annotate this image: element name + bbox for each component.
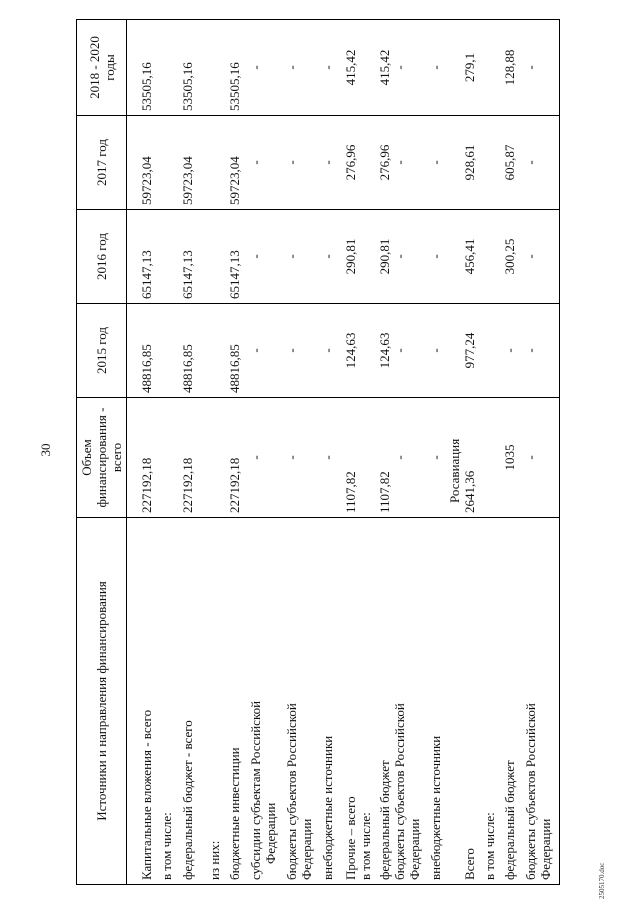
cell-2018-2020: -	[278, 20, 314, 116]
cell-2016: 456,41	[462, 210, 477, 304]
table-row	[335, 20, 358, 885]
row-label: бюджетные инвестиции	[222, 518, 248, 885]
header-2017: 2017 год	[77, 116, 127, 210]
row-label: в том числе:	[477, 518, 497, 885]
cell-2016: -	[248, 210, 278, 304]
cell-2016: -	[523, 210, 560, 304]
cell-2018-2020: -	[392, 20, 422, 116]
cell-2017: 59723,04	[222, 116, 248, 210]
cell-2016: -	[278, 210, 314, 304]
cell-total: 1107,82	[373, 398, 392, 518]
cell-2015: 48816,85	[174, 304, 202, 398]
cell-2015: -	[314, 304, 335, 398]
label-line: Федерации	[406, 818, 422, 880]
table-row	[523, 20, 560, 885]
cell-2017: -	[278, 116, 314, 210]
cell-2016: -	[392, 210, 422, 304]
row-label: федеральный бюджет	[497, 518, 523, 885]
cell-2017: 928,61	[462, 116, 477, 210]
table-row	[373, 20, 392, 885]
cell-total: 1107,82	[335, 398, 358, 518]
cell-2016: 300,25	[497, 210, 523, 304]
document-code: 2505170.doc	[598, 862, 606, 899]
cell-2015: 48816,85	[222, 304, 248, 398]
cell-2015: -	[248, 304, 278, 398]
header-total: Объем финансирования - всего	[77, 398, 127, 518]
cell-2018-2020: 279,1	[462, 20, 477, 116]
cell-2015: 977,24	[462, 304, 477, 398]
table-row	[248, 20, 278, 885]
cell-2018-2020: 53505,16	[222, 20, 248, 116]
cell-2016: -	[422, 210, 443, 304]
table-row	[154, 20, 174, 885]
row-label: Всего	[462, 518, 477, 885]
cell-2018-2020: 415,42	[335, 20, 358, 116]
cell-2015: 124,63	[373, 304, 392, 398]
row-label	[278, 518, 314, 885]
cell-2015: -	[278, 304, 314, 398]
page-number: 30	[38, 443, 53, 457]
row-label: федеральный бюджет - всего	[174, 518, 202, 885]
label-line: Федерации	[298, 818, 314, 880]
cell-2017: -	[523, 116, 560, 210]
row-label: внебюджетные источники	[422, 518, 443, 885]
cell-total: -	[314, 398, 335, 518]
table-row	[222, 20, 248, 885]
cell-total: -	[392, 398, 422, 518]
cell-total: 1035	[497, 398, 523, 518]
cell-2017: 276,96	[373, 116, 392, 210]
table-row	[392, 20, 422, 885]
cell-total: 227192,18	[139, 398, 154, 518]
cell-2017: 605,87	[497, 116, 523, 210]
cell-2016: 65147,13	[222, 210, 248, 304]
cell-2015: 48816,85	[139, 304, 154, 398]
label-line: субсидии субъектам Российской	[247, 700, 263, 880]
row-label	[392, 518, 422, 885]
cell-2018-2020: 415,42	[373, 20, 392, 116]
header-2018-2020: 2018 - 2020 годы	[77, 20, 127, 116]
cell-2017: 59723,04	[139, 116, 154, 210]
cell-2018-2020: 53505,16	[139, 20, 154, 116]
cell-2015: 124,63	[335, 304, 358, 398]
cell-2015: -	[392, 304, 422, 398]
cell-2018-2020: -	[314, 20, 335, 116]
table-row	[314, 20, 335, 885]
row-label	[248, 518, 278, 885]
cell-2015: -	[422, 304, 443, 398]
header-2015: 2015 год	[77, 304, 127, 398]
cell-2018-2020: -	[422, 20, 443, 116]
label-line: бюджеты субъектов Российской	[391, 703, 407, 880]
header-2016: 2016 год	[77, 210, 127, 304]
table-row	[358, 20, 373, 885]
table-row	[174, 20, 202, 885]
cell-2017: -	[422, 116, 443, 210]
cell-2017: -	[314, 116, 335, 210]
row-label: из них:	[202, 518, 222, 885]
row-label: в том числе:	[154, 518, 174, 885]
cell-2017: -	[392, 116, 422, 210]
row-label: Прочие – всего	[335, 518, 358, 885]
table-row	[278, 20, 314, 885]
cell-2017: 59723,04	[174, 116, 202, 210]
cell-2016: 290,81	[335, 210, 358, 304]
row-label: внебюджетные источники	[314, 518, 335, 885]
cell-total: -	[248, 398, 278, 518]
header-source: Источники и направления финансирования	[77, 518, 127, 885]
cell-2018-2020: -	[523, 20, 560, 116]
financing-table	[76, 19, 560, 885]
row-label: Капитальные вложения - всего	[139, 518, 154, 885]
label-line: Федерации	[537, 818, 553, 880]
table-row	[139, 20, 154, 885]
cell-total: -	[278, 398, 314, 518]
cell-total: 2641,36	[462, 398, 477, 518]
cell-2018-2020: -	[248, 20, 278, 116]
cell-total: 227192,18	[174, 398, 202, 518]
table-row	[477, 20, 497, 885]
cell-2016: 290,81	[373, 210, 392, 304]
cell-2017: 276,96	[335, 116, 358, 210]
cell-2016: 65147,13	[174, 210, 202, 304]
cell-2015: -	[497, 304, 523, 398]
table-row	[422, 20, 443, 885]
cell-2018-2020: 128,88	[497, 20, 523, 116]
cell-2016: -	[314, 210, 335, 304]
label-line: Федерации	[262, 802, 278, 864]
table-row	[462, 20, 477, 885]
cell-2015: -	[523, 304, 560, 398]
cell-total: -	[422, 398, 443, 518]
row-label: в том числе:	[358, 518, 373, 885]
label-line: бюджеты субъектов Российской	[522, 703, 538, 880]
cell-2018-2020: 53505,16	[174, 20, 202, 116]
cell-total: -	[523, 398, 560, 518]
label-line: бюджеты субъектов Российской	[283, 703, 299, 880]
table-row	[443, 20, 462, 885]
table-row	[202, 20, 222, 885]
cell-total: 227192,18	[222, 398, 248, 518]
cell-2017: -	[248, 116, 278, 210]
cell-2016: 65147,13	[139, 210, 154, 304]
row-label	[523, 518, 560, 885]
row-label: федеральный бюджет	[373, 518, 392, 885]
table-header-row	[77, 20, 127, 885]
section-heading-rosaviatsiya: Росавиация	[443, 398, 462, 518]
table-row	[497, 20, 523, 885]
